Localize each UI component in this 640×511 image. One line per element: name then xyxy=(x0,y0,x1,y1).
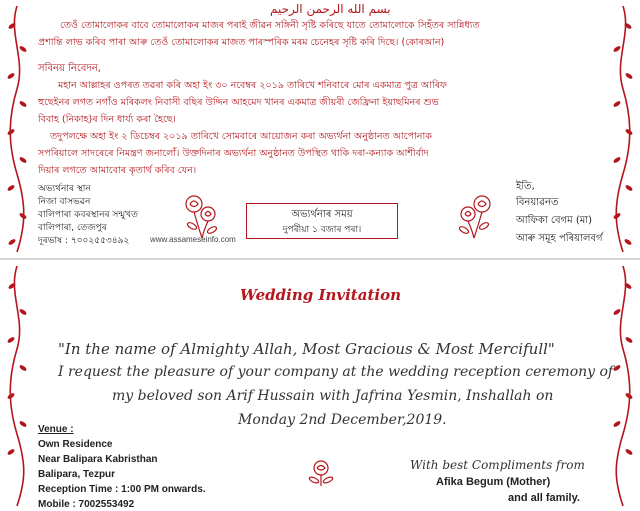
mobile-number: Mobile : 7002553492 xyxy=(38,499,135,510)
rose-icon xyxy=(452,192,496,240)
wedding-invitation-title: Wedding Invitation xyxy=(240,286,401,304)
english-invitation xyxy=(0,260,640,511)
floral-vine-left xyxy=(4,4,30,254)
phone-number: দূৰভাষ : ৭০০২৫৫৩৪৯২ xyxy=(38,236,130,246)
couple-line: my beloved son Arif Hussain with Jafrina Yesmin, Inshallah on xyxy=(112,388,554,404)
paragraph1-line1: মহান আল্লাহৰ ওপৰত তৱৰা কৰি অহা ইং ৩০ নবেম্বৰ ২০১৯ তাৰিখে শনিবাৰে মোৰ একমাত্ৰ পুত্ৰ আৰিফ xyxy=(58,80,447,91)
sender-family: and all family. xyxy=(508,492,580,504)
compliments-line: With best Compliments from xyxy=(410,458,585,472)
request-line: I request the pleasure of your company at the wedding reception ceremony of xyxy=(58,364,614,380)
date-line: Monday 2nd December,2019. xyxy=(238,412,447,428)
reception-time: Reception Time : 1:00 PM onwards. xyxy=(38,484,206,495)
sign-name: আফিকা বেগম (মা) xyxy=(516,215,593,226)
venue-label: Venue : xyxy=(38,424,74,435)
sign-family: আৰু সমূহ পৰিয়ালবৰ্গ xyxy=(516,233,603,244)
bismillah-calligraphy: بسم الله الرحمن الرحيم xyxy=(270,2,391,16)
salutation: সবিনয় নিবেদন, xyxy=(38,63,101,74)
reception-time-heading: অভ্যৰ্থনাৰ সময় xyxy=(291,209,353,220)
sender-name: Afika Begum (Mother) xyxy=(436,476,551,488)
sign-binoyabanata: বিনয়াৱনত xyxy=(516,197,559,208)
venue-line1: Own Residence xyxy=(38,439,113,450)
reception-time-box xyxy=(246,203,398,239)
floral-vine-left xyxy=(4,264,30,508)
rose-icon xyxy=(304,458,338,488)
invocation-line: "In the name of Almighty Allah, Most Gracious & Most Mercifull" xyxy=(58,340,555,358)
venue-line3: বালিপাৰা, তেজপুৰ xyxy=(38,223,107,233)
watermark: www.assameseinfo.com xyxy=(150,235,236,244)
rose-icon xyxy=(180,192,224,240)
floral-vine-right xyxy=(610,4,636,254)
quran-quote-line1: তেওঁ তোমালোকৰ বাবে তোমালোকৰ মাজৰ পৰাই জীৱন সঙ্গিনী সৃষ্টি কৰিছে যাতে তোমালোকে সিহঁতৰ সান্নিধ্যত xyxy=(60,20,480,31)
paragraph1-line2: হুছেইনৰ লগত নগাঁও মৰিকলং নিবাসী বছিৰ উদ্দিন আহমেদ খানৰ একমাত্ৰ জীয়ৰী জেফ্ৰিনা ইয়াছমিনৰ শুভ xyxy=(38,97,439,108)
venue-heading: অভ্যৰ্থনাৰ স্থান xyxy=(38,184,91,194)
paragraph1-line3: বিবাহ (নিকাহ)ৰ দিন ধাৰ্য্য কৰা হৈছে। xyxy=(38,114,176,125)
paragraph2-line1: তদুপলক্ষে অহা ইং ২ ডিচেম্বৰ ২০১৯ তাৰিখে সোমবাৰে আয়োজন কৰা অভ্যৰ্থনা অনুষ্ঠানত আপোনাক xyxy=(50,131,432,142)
paragraph2-line3: দিয়াৰ লগতে আমাবোৰ কৃতাৰ্থ কৰিব যেন। xyxy=(38,165,197,176)
venue-line2: Near Balipara Kabristhan xyxy=(38,454,158,465)
paragraph2-line2: সপৰিয়ালে সাদৰেৰে নিমন্ত্ৰণ জনালোঁ। উক্তদিনাৰ অভ্যৰ্থনা অনুষ্ঠানত উপস্থিত থাকি দৰা-কন্যাক আশীৰ্বাদ xyxy=(38,148,429,159)
quran-quote-line2: প্ৰশান্তি লাভ কৰিব পাৰা আৰু তেওঁ তোমালোকৰ মাজত পাৰস্পৰিক মৰম চেনেহৰ সৃষ্টি কৰি দিছে। (কোৰআন) xyxy=(38,37,445,48)
sign-iti: ইতি, xyxy=(516,181,535,192)
venue-line1: নিজা বাসভৱন xyxy=(38,197,91,207)
reception-time-value: দুপৰীয়া ১ বজাৰ পৰা। xyxy=(282,225,362,235)
venue-line2: বালিপাৰা কবৰস্থানৰ সন্মুখত xyxy=(38,210,138,220)
venue-line3: Balipara, Tezpur xyxy=(38,469,116,480)
floral-vine-right xyxy=(610,264,636,508)
